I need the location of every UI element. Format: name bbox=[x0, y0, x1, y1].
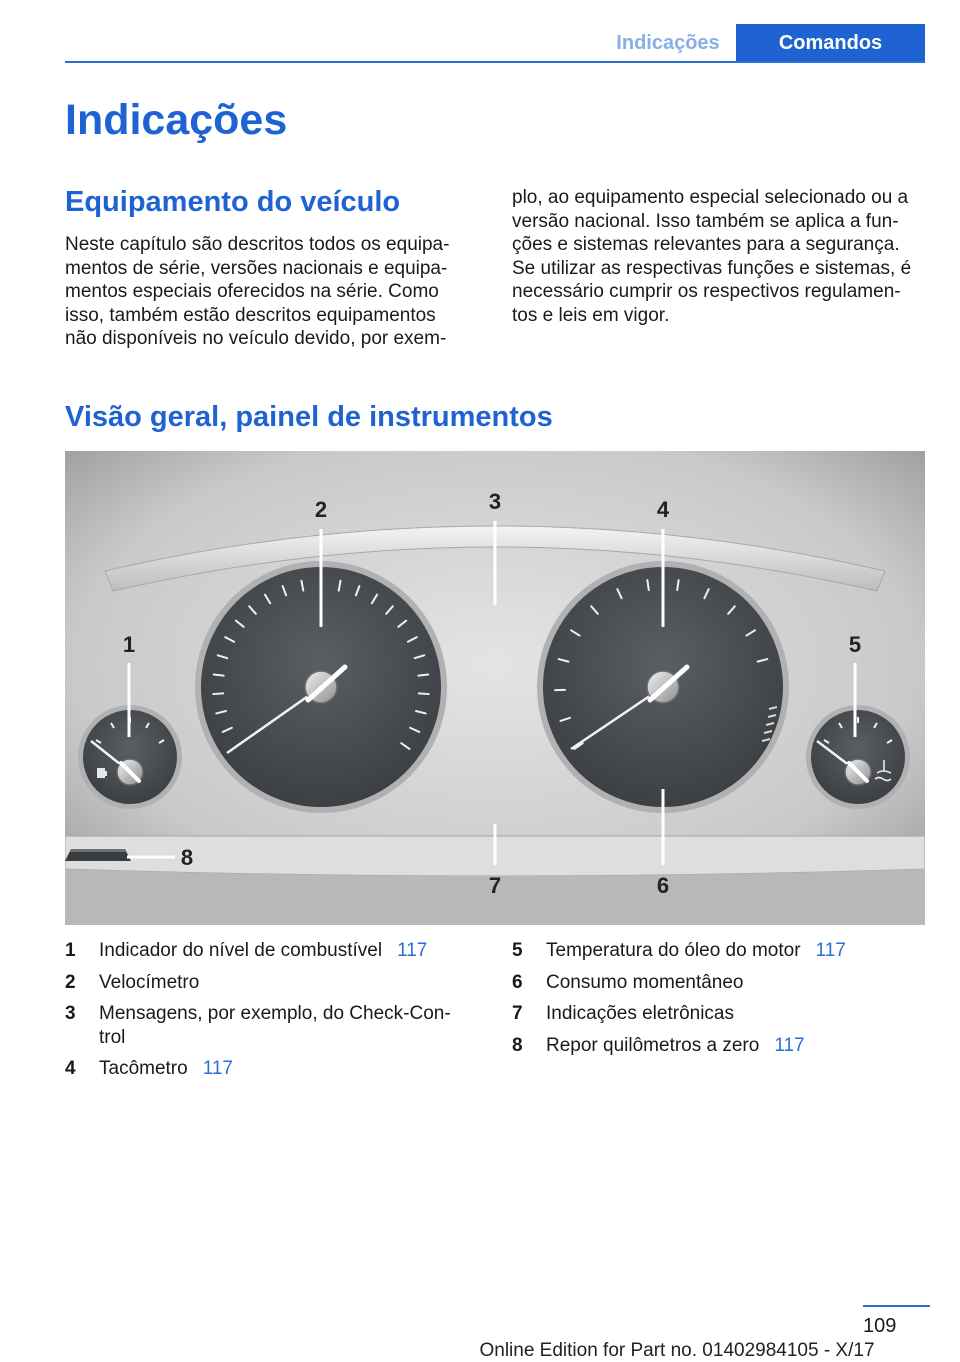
legend-item bbox=[512, 971, 846, 995]
legend-label: Indicações eletrônicas bbox=[546, 1003, 734, 1025]
callout-8: 8 bbox=[180, 845, 194, 870]
tab-indicacoes[interactable]: Indicações bbox=[616, 32, 720, 54]
legend-number: 5 bbox=[512, 940, 523, 961]
callout-2: 2 bbox=[314, 497, 328, 522]
text-line: isso, também estão descritos equipamentos bbox=[65, 304, 436, 326]
legend-text bbox=[546, 939, 846, 963]
legend-item bbox=[65, 1002, 451, 1049]
header-divider bbox=[65, 61, 925, 63]
page-reference-link[interactable]: 117 bbox=[202, 1058, 233, 1080]
legend-item bbox=[65, 971, 451, 995]
section-title-visao-geral: Visão geral, painel de instrumentos bbox=[65, 401, 553, 433]
text-line: Se utilizar as respectivas funções e sistemas, é bbox=[512, 257, 912, 279]
legend-item bbox=[65, 1057, 451, 1081]
trip-reset-button[interactable] bbox=[65, 849, 131, 861]
callout-7: 7 bbox=[488, 873, 502, 898]
legend-item bbox=[65, 939, 451, 963]
page-reference-link[interactable]: 117 bbox=[397, 940, 428, 961]
instrument-cluster-illustration bbox=[65, 451, 925, 925]
legend-label: Tacômetro bbox=[99, 1058, 188, 1080]
legend-label: Velocímetro bbox=[99, 971, 200, 993]
legend-label-continued: trol bbox=[99, 1026, 126, 1048]
legend-item bbox=[512, 1034, 846, 1058]
legend-text bbox=[99, 939, 427, 963]
legend-number: 6 bbox=[512, 971, 523, 993]
legend-number: 7 bbox=[512, 1003, 523, 1025]
legend-label: Repor quilômetros a zero bbox=[546, 1034, 760, 1056]
legend-label: Temperatura do óleo do motor bbox=[546, 940, 801, 961]
dial-tick bbox=[213, 693, 223, 694]
callout-5: 5 bbox=[848, 632, 862, 657]
text-line: plo, ao equipamento especial selecionado ou a bbox=[512, 187, 909, 208]
legend-label: Mensagens, por exemplo, do Check-Con‐ bbox=[99, 1003, 451, 1025]
legend-number: 3 bbox=[65, 1003, 76, 1025]
intro-text-left bbox=[65, 233, 475, 351]
legend-right bbox=[512, 939, 846, 1065]
edition-note: Online Edition for Part no. 01402984105 - X/17 bbox=[479, 1340, 875, 1361]
dial-tick bbox=[419, 693, 429, 694]
callout-4: 4 bbox=[656, 497, 670, 522]
text-line: mentos especiais oferecidos na série. Como bbox=[65, 281, 439, 303]
callout-3: 3 bbox=[488, 489, 502, 514]
intro-text-right bbox=[512, 186, 932, 328]
page-number: 109 bbox=[863, 1315, 897, 1337]
legend-item bbox=[512, 939, 846, 963]
callout-1: 1 bbox=[122, 632, 136, 657]
section-title-equipamento: Equipamento do veículo bbox=[65, 186, 401, 218]
legend-text bbox=[99, 1057, 233, 1081]
text-line: não disponíveis no veículo devido, por exem‐ bbox=[65, 328, 447, 350]
callout-6: 6 bbox=[656, 873, 670, 898]
legend-text bbox=[99, 1002, 451, 1049]
text-line: ções e sistemas relevantes para a segurança. bbox=[512, 234, 900, 256]
page-title: Indicações bbox=[65, 96, 288, 144]
page-reference-link[interactable]: 117 bbox=[774, 1034, 805, 1056]
text-line: mentos de série, versões nacionais e equipa‐ bbox=[65, 257, 448, 279]
legend-text bbox=[546, 1034, 805, 1058]
legend-left bbox=[65, 939, 451, 1089]
dial-tick bbox=[418, 674, 428, 675]
legend-label: Indicador do nível de combustível bbox=[99, 940, 383, 961]
text-line: tos e leis em vigor. bbox=[512, 304, 670, 326]
footer-divider bbox=[863, 1305, 930, 1307]
legend-number: 4 bbox=[65, 1058, 76, 1080]
text-line: Neste capítulo são descritos todos os equipa‐ bbox=[65, 234, 450, 255]
dial-tick bbox=[214, 674, 224, 675]
legend-number: 1 bbox=[65, 940, 76, 961]
legend-label: Consumo momentâneo bbox=[546, 971, 744, 993]
tab-comandos[interactable]: Comandos bbox=[736, 24, 925, 63]
page-reference-link[interactable]: 117 bbox=[815, 940, 846, 961]
legend-number: 8 bbox=[512, 1034, 523, 1056]
text-line: versão nacional. Isso também se aplica a fun‐ bbox=[512, 210, 899, 232]
text-line: necessário cumprir os respectivos regulamen‐ bbox=[512, 281, 901, 303]
oil-temperature-gauge bbox=[806, 705, 910, 809]
instrument-cluster-figure bbox=[65, 451, 925, 925]
legend-number: 2 bbox=[65, 971, 76, 993]
legend-item bbox=[512, 1002, 846, 1026]
